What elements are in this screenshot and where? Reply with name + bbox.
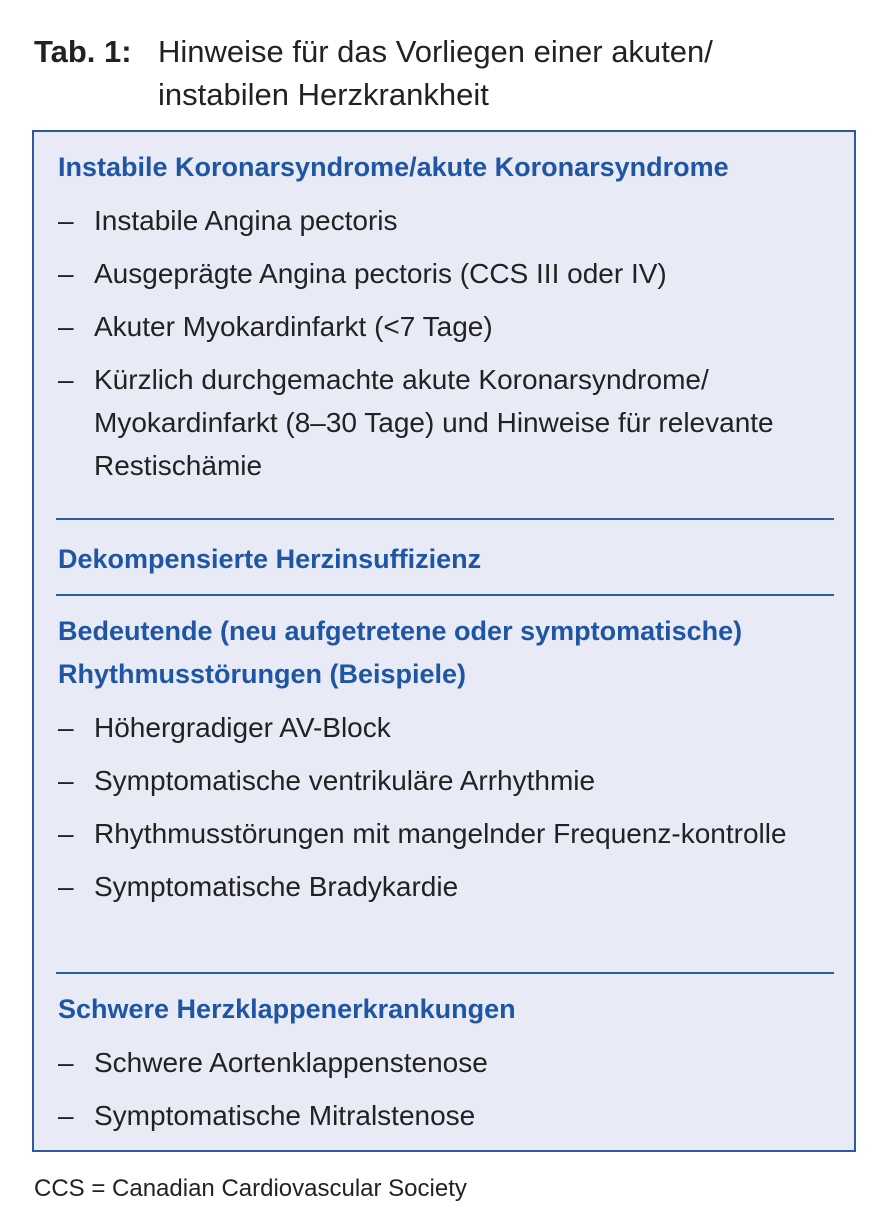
section-arrhythmias [58,610,832,918]
section-heart-failure [58,538,832,581]
section-divider [56,972,834,974]
dash-marker: – [58,258,74,289]
section-valve-disease [58,988,832,1147]
list-item: – Symptomatische ventrikuläre Arrhythmie [58,759,832,802]
table-title: Hinweise für das Vorliegen einer akuten/ instabilen Herzkrankheit [158,34,713,112]
section-acute-coronary [58,146,832,497]
section-heading: Schwere Herzklappenerkrankungen [58,994,516,1024]
section-heading: Bedeutende (neu aufgetretene oder symptomatische) Rhythmusstörungen (Beispiele) [58,616,743,689]
list-item: – Kürzlich durchgemachte akute Koronarsyndrome/ Myokardinfarkt (8–30 Tage) und Hinweise für relevante Restischämie [58,358,832,487]
dash-marker: – [58,765,74,796]
list-item: – Höhergradiger AV-Block [58,706,832,749]
list-item: – Instabile Angina pectoris [58,199,832,242]
table-box [32,130,856,1152]
section-heading: Instabile Koronarsyndrome/akute Koronarsyndrome [58,152,729,182]
list-item: – Schwere Aortenklappenstenose [58,1041,832,1084]
section-divider [56,518,834,520]
table-label: Tab. 1: [34,34,132,69]
item-list [58,1041,832,1137]
list-item: – Ausgeprägte Angina pectoris (CCS III oder IV) [58,252,832,295]
dash-marker: – [58,311,74,342]
list-item: – Symptomatische Bradykardie [58,865,832,908]
item-list [58,199,832,487]
dash-marker: – [58,364,74,395]
dash-marker: – [58,1047,74,1078]
dash-marker: – [58,1100,74,1131]
dash-marker: – [58,871,74,902]
section-divider [56,594,834,596]
list-item: – Symptomatische Mitralstenose [58,1094,832,1137]
list-item: – Akuter Myokardinfarkt (<7 Tage) [58,305,832,348]
dash-marker: – [58,818,74,849]
dash-marker: – [58,712,74,743]
section-heading: Dekompensierte Herzinsuffizienz [58,544,482,574]
item-list [58,706,832,908]
dash-marker: – [58,205,74,236]
list-item: – Rhythmusstörungen mit mangelnder Frequenz-kontrolle [58,812,832,855]
footnote: CCS = Canadian Cardiovascular Society [34,1175,467,1202]
